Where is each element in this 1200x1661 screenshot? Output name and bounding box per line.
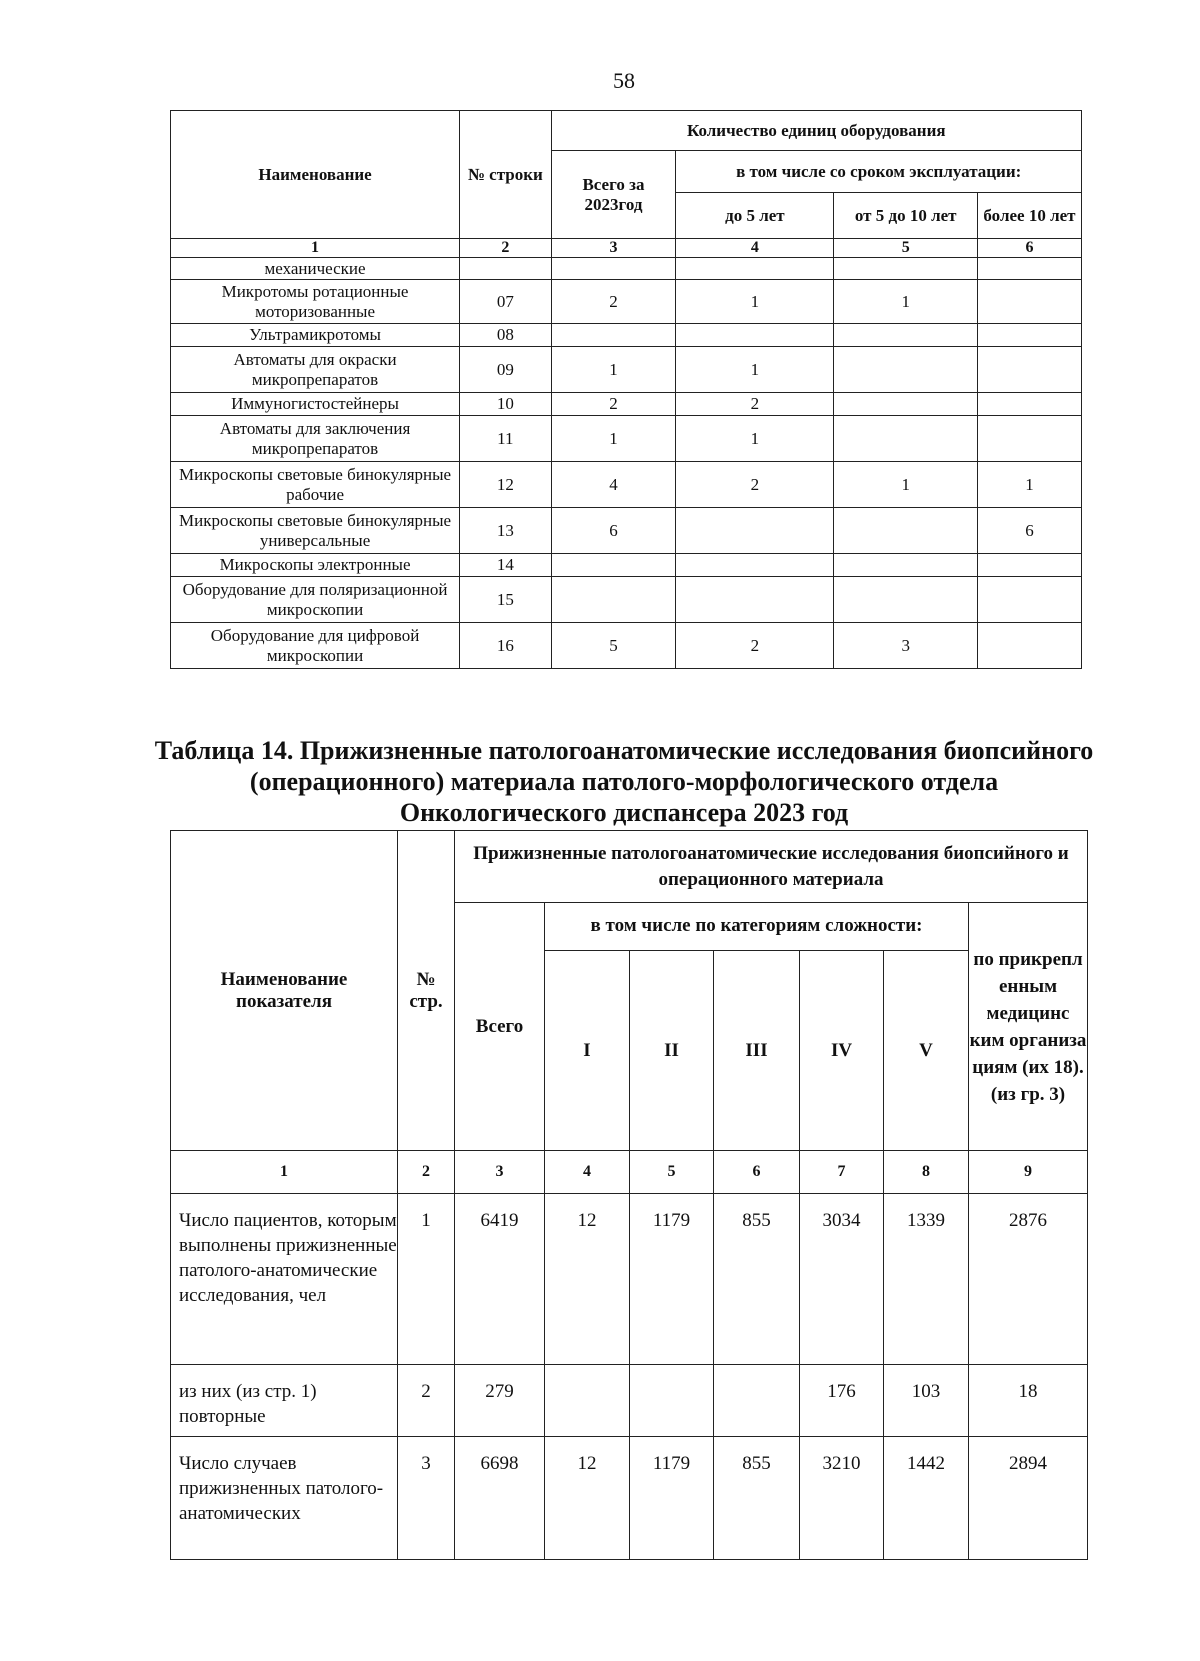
table-row <box>171 577 1082 623</box>
col-number: 8 <box>884 1151 969 1194</box>
table-row <box>171 554 1082 577</box>
header-service-life: в том числе со сроком эксплуатации: <box>676 151 1082 193</box>
row-name: Число пациентов, которым выполнены прижизненные патолого-анатомические исследования, чел <box>171 1194 398 1365</box>
row-over-10 <box>977 258 1081 280</box>
header-indicator: Наименование показателя <box>171 831 398 1151</box>
row-name: Микроскопы световые бинокулярные универсальные <box>171 508 460 554</box>
row-total: 2 <box>551 393 676 416</box>
table-row <box>171 508 1082 554</box>
table-row <box>171 1365 1088 1437</box>
row-cat-2: 1179 <box>630 1194 714 1365</box>
row-name: Оборудование для цифровой микроскопии <box>171 623 460 669</box>
row-cat-3: 855 <box>714 1194 800 1365</box>
header-complexity: в том числе по категориям сложности: <box>545 903 969 951</box>
row-under-5: 1 <box>676 347 834 393</box>
row-name: Микроскопы световые бинокулярные рабочие <box>171 462 460 508</box>
col-number: 5 <box>834 239 978 258</box>
header-over-10: более 10 лет <box>977 193 1081 239</box>
row-cat-4: 176 <box>800 1365 884 1437</box>
col-number: 7 <box>800 1151 884 1194</box>
row-total: 1 <box>551 416 676 462</box>
row-total: 5 <box>551 623 676 669</box>
col-number: 3 <box>455 1151 545 1194</box>
row-no: 1 <box>398 1194 455 1365</box>
row-5-to-10 <box>834 258 978 280</box>
header-row-no: № стр. <box>398 831 455 1151</box>
col-number: 4 <box>545 1151 630 1194</box>
row-no: 3 <box>398 1437 455 1560</box>
table-14-caption: Таблица 14. Прижизненные патологоанатомические исследования биопсийного (операционного) материала патолого-морфологического отдела Онкологического диспансера 2023 год <box>154 736 1094 827</box>
row-5-to-10: 3 <box>834 623 978 669</box>
header-total: Всего <box>455 903 545 1151</box>
row-cat-3: 855 <box>714 1437 800 1560</box>
row-total: 6419 <box>455 1194 545 1365</box>
row-under-5 <box>676 577 834 623</box>
row-name: Микротомы ротационные моторизованные <box>171 280 460 324</box>
row-name: Автоматы для окраски микропрепаратов <box>171 347 460 393</box>
row-total <box>551 554 676 577</box>
row-cat-4: 3034 <box>800 1194 884 1365</box>
pathology-table <box>170 830 1088 1560</box>
row-total: 279 <box>455 1365 545 1437</box>
row-5-to-10 <box>834 393 978 416</box>
table-row <box>171 462 1082 508</box>
row-no <box>460 258 552 280</box>
row-under-5: 1 <box>676 280 834 324</box>
row-over-10 <box>977 623 1081 669</box>
header-category-1: I <box>545 951 630 1151</box>
row-5-to-10: 1 <box>834 462 978 508</box>
row-over-10 <box>977 393 1081 416</box>
row-under-5 <box>676 258 834 280</box>
row-total <box>551 577 676 623</box>
row-5-to-10 <box>834 554 978 577</box>
header-under-5: до 5 лет <box>676 193 834 239</box>
row-no: 13 <box>460 508 552 554</box>
col-number: 3 <box>551 239 676 258</box>
col-number: 6 <box>714 1151 800 1194</box>
row-under-5 <box>676 554 834 577</box>
row-name: Микроскопы электронные <box>171 554 460 577</box>
header-5-to-10: от 5 до 10 лет <box>834 193 978 239</box>
row-over-10 <box>977 416 1081 462</box>
row-name: из них (из стр. 1) повторные <box>171 1365 398 1437</box>
row-attached: 18 <box>969 1365 1088 1437</box>
header-attached-orgs: по прикрепл енным медицинс ким организа циям (их 18). (из гр. 3) <box>969 903 1088 1151</box>
row-over-10 <box>977 324 1081 347</box>
header-name: Наименование <box>171 111 460 239</box>
table-row <box>171 1437 1088 1560</box>
row-cat-2: 1179 <box>630 1437 714 1560</box>
row-under-5: 2 <box>676 623 834 669</box>
row-attached: 2894 <box>969 1437 1088 1560</box>
table-row <box>171 623 1082 669</box>
row-under-5 <box>676 508 834 554</box>
row-name: механические <box>171 258 460 280</box>
col-number: 4 <box>676 239 834 258</box>
row-attached: 2876 <box>969 1194 1088 1365</box>
row-5-to-10 <box>834 577 978 623</box>
row-over-10: 1 <box>977 462 1081 508</box>
header-studies-group: Прижизненные патологоанатомические исследования биопсийного и операционного материала <box>455 831 1088 903</box>
row-cat-2 <box>630 1365 714 1437</box>
row-name: Иммуногистостейнеры <box>171 393 460 416</box>
table-row <box>171 324 1082 347</box>
row-no: 15 <box>460 577 552 623</box>
header-category-3: III <box>714 951 800 1151</box>
row-cat-5: 103 <box>884 1365 969 1437</box>
page-number: 58 <box>613 68 635 93</box>
equipment-table <box>170 110 1082 669</box>
row-no: 14 <box>460 554 552 577</box>
row-total: 4 <box>551 462 676 508</box>
row-5-to-10 <box>834 416 978 462</box>
header-category-5: V <box>884 951 969 1151</box>
table-row <box>171 347 1082 393</box>
row-over-10: 6 <box>977 508 1081 554</box>
col-number: 6 <box>977 239 1081 258</box>
row-under-5: 2 <box>676 393 834 416</box>
row-no: 07 <box>460 280 552 324</box>
row-over-10 <box>977 347 1081 393</box>
row-under-5 <box>676 324 834 347</box>
col-number: 2 <box>460 239 552 258</box>
row-5-to-10 <box>834 347 978 393</box>
row-total <box>551 324 676 347</box>
row-no: 12 <box>460 462 552 508</box>
row-cat-1: 12 <box>545 1194 630 1365</box>
row-5-to-10 <box>834 324 978 347</box>
row-total <box>551 258 676 280</box>
row-total: 6 <box>551 508 676 554</box>
row-total: 6698 <box>455 1437 545 1560</box>
col-number: 2 <box>398 1151 455 1194</box>
row-under-5: 2 <box>676 462 834 508</box>
table-row <box>171 416 1082 462</box>
col-number: 1 <box>171 1151 398 1194</box>
col-number: 5 <box>630 1151 714 1194</box>
row-no: 10 <box>460 393 552 416</box>
col-number: 1 <box>171 239 460 258</box>
row-no: 08 <box>460 324 552 347</box>
row-over-10 <box>977 554 1081 577</box>
header-total: Всего за 2023год <box>551 151 676 239</box>
row-no: 16 <box>460 623 552 669</box>
row-name: Автоматы для заключения микропрепаратов <box>171 416 460 462</box>
table-row <box>171 393 1082 416</box>
table-row <box>171 1194 1088 1365</box>
row-cat-5: 1442 <box>884 1437 969 1560</box>
row-cat-1: 12 <box>545 1437 630 1560</box>
header-category-2: II <box>630 951 714 1151</box>
row-cat-4: 3210 <box>800 1437 884 1560</box>
col-number: 9 <box>969 1151 1088 1194</box>
table-row <box>171 258 1082 280</box>
row-no: 11 <box>460 416 552 462</box>
row-name: Оборудование для поляризационной микроскопии <box>171 577 460 623</box>
header-equipment-count: Количество единиц оборудования <box>551 111 1081 151</box>
row-over-10 <box>977 577 1081 623</box>
row-cat-5: 1339 <box>884 1194 969 1365</box>
row-no: 09 <box>460 347 552 393</box>
row-name: Ультрамикротомы <box>171 324 460 347</box>
header-row-no: № строки <box>460 111 552 239</box>
row-total: 2 <box>551 280 676 324</box>
row-no: 2 <box>398 1365 455 1437</box>
row-name: Число случаев прижизненных патолого-анатомических <box>171 1437 398 1560</box>
row-5-to-10: 1 <box>834 280 978 324</box>
header-category-4: IV <box>800 951 884 1151</box>
row-cat-1 <box>545 1365 630 1437</box>
row-5-to-10 <box>834 508 978 554</box>
row-over-10 <box>977 280 1081 324</box>
table-row <box>171 280 1082 324</box>
row-total: 1 <box>551 347 676 393</box>
row-under-5: 1 <box>676 416 834 462</box>
row-cat-3 <box>714 1365 800 1437</box>
